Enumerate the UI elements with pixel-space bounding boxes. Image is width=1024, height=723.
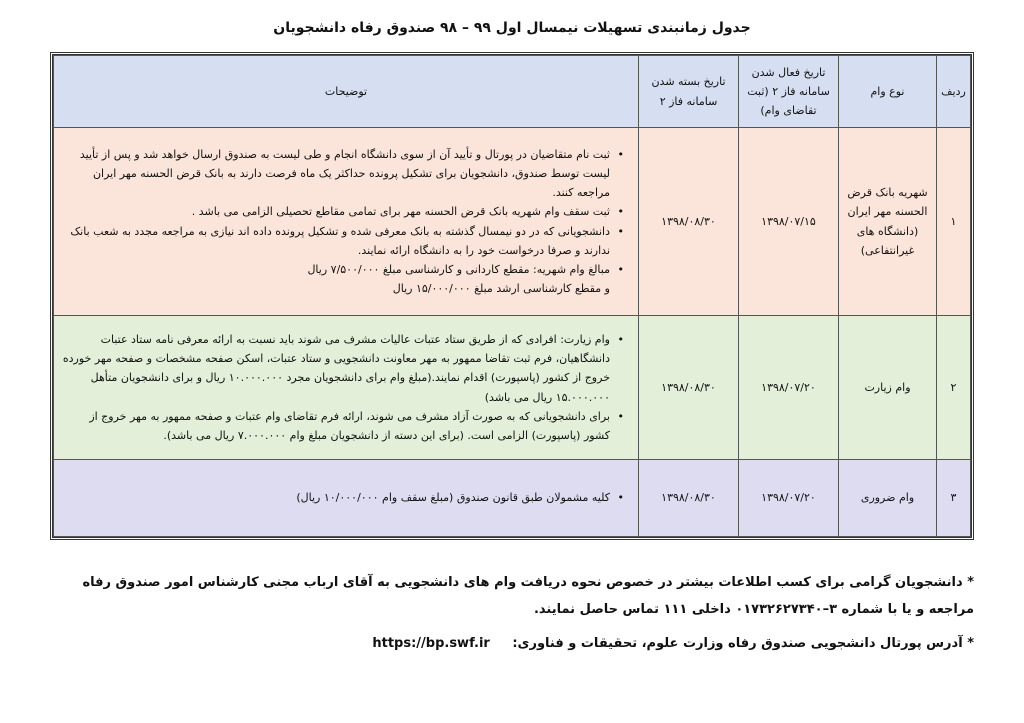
portal-url-link[interactable]: https://bp.swf.ir: [372, 636, 490, 652]
open-date: ۱۳۹۸/۰۷/۲۰: [739, 460, 839, 537]
description-bullet: • کلیه مشمولان طبق قانون صندوق (مبلغ سقف وام ۱۰/۰۰۰/۰۰۰ ریال): [62, 488, 624, 507]
loan-type: وام زیارت: [839, 316, 937, 460]
footer-notes: [50, 570, 974, 658]
description-cell: [54, 128, 639, 316]
schedule-table: [50, 52, 974, 540]
row-number: ۳: [937, 460, 971, 537]
table-header-row: [54, 56, 971, 128]
description-cell: [54, 460, 639, 537]
header-loan-type: نوع وام: [839, 56, 937, 128]
description-cell: [54, 316, 639, 460]
open-date: ۱۳۹۸/۰۷/۱۵: [739, 128, 839, 316]
header-row-number: ردیف: [937, 56, 971, 128]
description-bullet: • برای دانشجویانی که به صورت آزاد مشرف می شوند، ارائه فرم تقاضای وام عتبات و صفحه ممهور به مهر خروج از کشور (پاسپورت) الزامی است. (برای این دسته از دانشجویان مبلغ وام ۷.۰۰۰.۰۰۰ ریال می باشد).: [62, 407, 624, 446]
portal-note: [50, 631, 974, 658]
loan-type: شهریه بانک قرض الحسنه مهر ایران (دانشگاه های غیرانتفاعی): [839, 128, 937, 316]
row-number: ۲: [937, 316, 971, 460]
header-close-date: تاریخ بسته شدن سامانه فاز ۲: [639, 56, 739, 128]
row-number: ۱: [937, 128, 971, 316]
open-date: ۱۳۹۸/۰۷/۲۰: [739, 316, 839, 460]
description-bullet: • دانشجویانی که در دو نیمسال گذشته به بانک معرفی شده و تشکیل پرونده داده اند نیازی به مراجعه مجدد به شعب بانک ندارند و صرفا درخواست خود را به دانشگاه ارائه نمایند.: [62, 222, 624, 261]
description-bullet: • ثبت نام متقاضیان در پورتال و تأیید آن از سوی دانشگاه انجام و طی لیست به صندوق ارسال خواهد شد و پس از تأیید لیست توسط صندوق، دانشجویان برای تشکیل پرونده حداکثر یک ماه فرصت دارند به بانک قرض الحسنه مهر ایران مراجعه کنند.: [62, 145, 624, 203]
portal-label: * آدرس پورتال دانشجویی صندوق رفاه وزارت علوم، تحقیقات و فناوری:: [512, 636, 974, 652]
table-row: [54, 128, 971, 316]
close-date: ۱۳۹۸/۰۸/۳۰: [639, 316, 739, 460]
loan-type: وام ضروری: [839, 460, 937, 537]
close-date: ۱۳۹۸/۰۸/۳۰: [639, 128, 739, 316]
table-row: [54, 316, 971, 460]
description-continuation: و مقطع کارشناسی ارشد مبلغ ۱۵/۰۰۰/۰۰۰ ریال: [392, 282, 610, 296]
header-open-date: تاریخ فعال شدن سامانه فاز ۲ (ثبت تقاضای وام): [739, 56, 839, 128]
description-bullet: • مبالغ وام شهریه: مقطع کاردانی و کارشناسی مبلغ ۷/۵۰۰/۰۰۰ ریال: [62, 260, 624, 279]
description-bullet: • ثبت سقف وام شهریه بانک قرض الحسنه مهر برای تمامی مقاطع تحصیلی الزامی می باشد .: [62, 202, 624, 221]
contact-note: * دانشجویان گرامی برای کسب اطلاعات بیشتر در خصوص نحوه دریافت وام های دانشجویی به آقای ارباب مجنی کارشناس امور صندوق رفاه مراجعه و یا با شماره ۳–۰۱۷۳۲۶۲۷۳۴۰ داخلی ۱۱۱ تماس حاصل نمایند.: [82, 575, 974, 617]
header-description: توضیحات: [54, 56, 639, 128]
close-date: ۱۳۹۸/۰۸/۳۰: [639, 460, 739, 537]
table-row: [54, 460, 971, 537]
description-bullet: • وام زیارت: افرادی که از طریق ستاد عتبات عالیات مشرف می شوند باید نسبت به ارائه معرفی نامه ستاد عتبات دانشگاهیان، فرم ثبت تقاضا ممهور به مهر معاونت دانشجویی و ستاد عتبات، اسکن صفحه مشخصات و صفحه مهر خورده خروج از کشور (پاسپورت) اقدام نمایند.(مبلغ وام برای دانشجویان مجرد ۱۰.۰۰۰.۰۰۰ ریال و برای دانشجویان متأهل ۱۵.۰۰۰.۰۰۰ ریال می باشد): [62, 330, 624, 407]
page-title: جدول زمانبندی تسهیلات نیمسال اول ۹۹ – ۹۸ صندوق رفاه دانشجویان: [273, 20, 751, 36]
